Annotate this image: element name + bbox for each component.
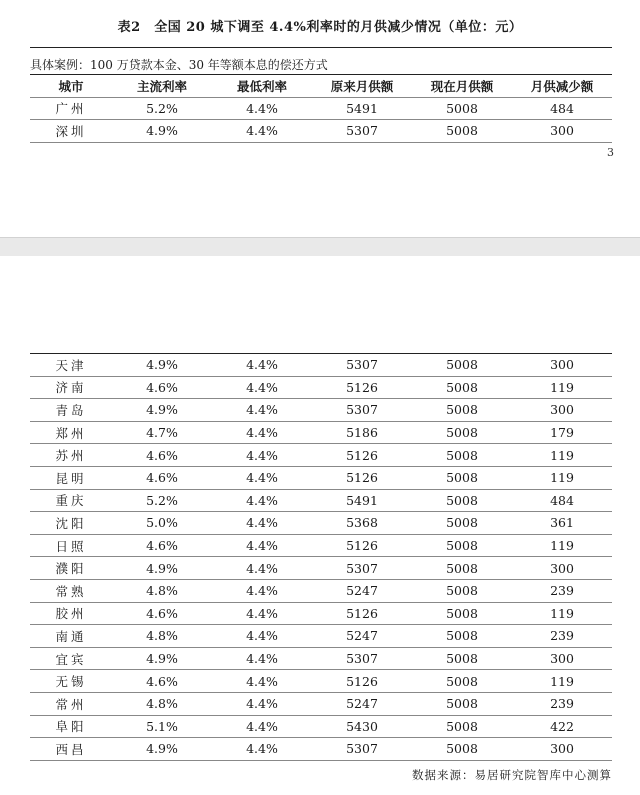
cell-reduction: 119 (512, 444, 612, 467)
header-main-rate: 主流利率 (112, 75, 212, 97)
cell-old-payment: 5307 (312, 354, 412, 376)
cell-new-payment: 5008 (412, 602, 512, 625)
cell-reduction: 119 (512, 670, 612, 693)
cell-reduction: 239 (512, 625, 612, 648)
table-row (30, 512, 612, 535)
cell-city: 常州 (30, 692, 112, 715)
cell-new-payment: 5008 (412, 625, 512, 648)
cell-min-rate: 4.4% (212, 670, 312, 693)
cell-city: 济南 (30, 376, 112, 399)
cell-reduction: 239 (512, 579, 612, 602)
cell-main-rate: 5.2% (112, 489, 212, 512)
cell-old-payment: 5126 (312, 376, 412, 399)
cell-main-rate: 4.6% (112, 602, 212, 625)
cell-min-rate: 4.4% (212, 557, 312, 580)
cell-old-payment: 5126 (312, 602, 412, 625)
cell-main-rate: 5.0% (112, 512, 212, 535)
case-note: 具体案例：100 万贷款本金、30 年等额本息的偿还方式 (30, 58, 328, 72)
table-row (30, 579, 612, 602)
cell-old-payment: 5307 (312, 647, 412, 670)
cell-city: 宜宾 (30, 647, 112, 670)
cell-old-payment: 5126 (312, 534, 412, 557)
cell-new-payment: 5008 (412, 421, 512, 444)
cell-min-rate: 4.4% (212, 354, 312, 376)
cell-min-rate: 4.4% (212, 489, 312, 512)
table-row (30, 399, 612, 422)
table-row (30, 557, 612, 580)
cell-city: 南通 (30, 625, 112, 648)
cell-old-payment: 5307 (312, 399, 412, 422)
cell-reduction: 239 (512, 692, 612, 715)
cell-reduction: 119 (512, 466, 612, 489)
table-row (30, 421, 612, 444)
cell-main-rate: 4.9% (112, 738, 212, 761)
cell-main-rate: 4.9% (112, 557, 212, 580)
table-row (30, 625, 612, 648)
cell-new-payment: 5008 (412, 399, 512, 422)
cell-old-payment: 5307 (312, 738, 412, 761)
cell-city: 常熟 (30, 579, 112, 602)
cell-new-payment: 5008 (412, 738, 512, 761)
cell-new-payment: 5008 (412, 715, 512, 738)
title-rule (30, 47, 612, 48)
table-row (30, 444, 612, 467)
cell-reduction: 300 (512, 354, 612, 376)
cell-new-payment: 5008 (412, 579, 512, 602)
cell-min-rate: 4.4% (212, 534, 312, 557)
cell-new-payment: 5008 (412, 534, 512, 557)
cell-new-payment: 5008 (412, 120, 512, 143)
table-bottom (30, 354, 612, 761)
cell-reduction: 484 (512, 489, 612, 512)
cell-main-rate: 4.9% (112, 354, 212, 376)
cell-old-payment: 5307 (312, 557, 412, 580)
cell-new-payment: 5008 (412, 354, 512, 376)
cell-new-payment: 5008 (412, 512, 512, 535)
cell-old-payment: 5126 (312, 444, 412, 467)
cell-city: 濮阳 (30, 557, 112, 580)
cell-min-rate: 4.4% (212, 466, 312, 489)
cell-min-rate: 4.4% (212, 625, 312, 648)
cell-min-rate: 4.4% (212, 421, 312, 444)
cell-city: 苏州 (30, 444, 112, 467)
header-new-payment: 现在月供额 (412, 75, 512, 97)
cell-main-rate: 4.9% (112, 120, 212, 143)
table-header-row (30, 75, 612, 97)
cell-old-payment: 5491 (312, 489, 412, 512)
table-row (30, 602, 612, 625)
page-gap (0, 237, 640, 257)
header-city: 城市 (30, 75, 112, 97)
cell-min-rate: 4.4% (212, 399, 312, 422)
cell-min-rate: 4.4% (212, 647, 312, 670)
cell-reduction: 300 (512, 738, 612, 761)
header-old-payment: 原来月供额 (312, 75, 412, 97)
header-min-rate: 最低利率 (212, 75, 312, 97)
cell-new-payment: 5008 (412, 692, 512, 715)
cell-old-payment: 5247 (312, 625, 412, 648)
cell-main-rate: 5.2% (112, 97, 212, 120)
cell-min-rate: 4.4% (212, 376, 312, 399)
cell-main-rate: 4.9% (112, 399, 212, 422)
cell-min-rate: 4.4% (212, 579, 312, 602)
cell-city: 阜阳 (30, 715, 112, 738)
cell-city: 日照 (30, 534, 112, 557)
cell-new-payment: 5008 (412, 647, 512, 670)
cell-main-rate: 4.6% (112, 670, 212, 693)
cell-city: 重庆 (30, 489, 112, 512)
cell-old-payment: 5126 (312, 670, 412, 693)
cell-main-rate: 4.7% (112, 421, 212, 444)
cell-min-rate: 4.4% (212, 120, 312, 143)
cell-old-payment: 5247 (312, 579, 412, 602)
cell-main-rate: 4.6% (112, 376, 212, 399)
cell-reduction: 179 (512, 421, 612, 444)
cell-new-payment: 5008 (412, 489, 512, 512)
cell-new-payment: 5008 (412, 97, 512, 120)
cell-reduction: 119 (512, 376, 612, 399)
cell-city: 西昌 (30, 738, 112, 761)
table-row (30, 738, 612, 761)
table-row (30, 354, 612, 376)
cell-new-payment: 5008 (412, 670, 512, 693)
cell-new-payment: 5008 (412, 557, 512, 580)
cell-reduction: 119 (512, 534, 612, 557)
cell-reduction: 361 (512, 512, 612, 535)
cell-reduction: 119 (512, 602, 612, 625)
table-row (30, 534, 612, 557)
cell-main-rate: 4.9% (112, 647, 212, 670)
cell-reduction: 484 (512, 97, 612, 120)
cell-main-rate: 4.8% (112, 692, 212, 715)
cell-min-rate: 4.4% (212, 715, 312, 738)
cell-min-rate: 4.4% (212, 97, 312, 120)
cell-old-payment: 5368 (312, 512, 412, 535)
cell-reduction: 300 (512, 399, 612, 422)
header-reduction: 月供减少额 (512, 75, 612, 97)
cell-new-payment: 5008 (412, 376, 512, 399)
table-row (30, 489, 612, 512)
cell-city: 深圳 (30, 120, 112, 143)
cell-old-payment: 5430 (312, 715, 412, 738)
cell-city: 天津 (30, 354, 112, 376)
table-row (30, 692, 612, 715)
table-row (30, 376, 612, 399)
cell-reduction: 422 (512, 715, 612, 738)
table-row (30, 715, 612, 738)
cell-old-payment: 5307 (312, 120, 412, 143)
cell-min-rate: 4.4% (212, 602, 312, 625)
cell-reduction: 300 (512, 647, 612, 670)
cell-city: 广州 (30, 97, 112, 120)
cell-main-rate: 4.6% (112, 444, 212, 467)
table-row (30, 97, 612, 120)
cell-old-payment: 5491 (312, 97, 412, 120)
table-row (30, 466, 612, 489)
cell-city: 郑州 (30, 421, 112, 444)
cell-main-rate: 5.1% (112, 715, 212, 738)
page-top (0, 0, 640, 237)
cell-main-rate: 4.8% (112, 579, 212, 602)
cell-main-rate: 4.6% (112, 466, 212, 489)
table-row (30, 647, 612, 670)
cell-city: 胶州 (30, 602, 112, 625)
cell-min-rate: 4.4% (212, 444, 312, 467)
cell-city: 青岛 (30, 399, 112, 422)
cell-old-payment: 5247 (312, 692, 412, 715)
data-source: 数据来源：易居研究院智库中心测算 (412, 768, 612, 782)
cell-main-rate: 4.6% (112, 534, 212, 557)
page-number: 3 (607, 146, 614, 159)
table-row (30, 670, 612, 693)
cell-min-rate: 4.4% (212, 738, 312, 761)
cell-min-rate: 4.4% (212, 692, 312, 715)
cell-main-rate: 4.8% (112, 625, 212, 648)
cell-city: 无锡 (30, 670, 112, 693)
cell-city: 沈阳 (30, 512, 112, 535)
cell-reduction: 300 (512, 120, 612, 143)
cell-reduction: 300 (512, 557, 612, 580)
cell-city: 昆明 (30, 466, 112, 489)
cell-new-payment: 5008 (412, 466, 512, 489)
cell-new-payment: 5008 (412, 444, 512, 467)
table-row (30, 120, 612, 143)
table-title: 表2 全国 20 城下调至 4.4%利率时的月供减少情况（单位：元） (117, 20, 523, 35)
table-top (30, 75, 612, 143)
cell-min-rate: 4.4% (212, 512, 312, 535)
cell-old-payment: 5186 (312, 421, 412, 444)
cell-old-payment: 5126 (312, 466, 412, 489)
